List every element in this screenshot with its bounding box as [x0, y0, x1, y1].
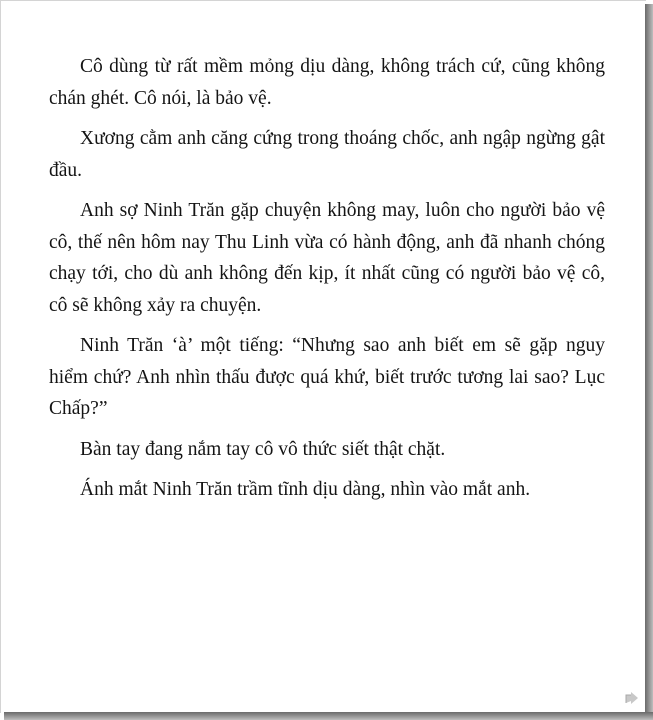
paragraph: Cô dùng từ rất mềm mỏng dịu dàng, không trách cứ, cũng không chán ghét. Cô nói, là bảo vệ.	[49, 56, 605, 109]
page-shadow-right	[645, 4, 653, 720]
page-shadow-bottom	[4, 712, 653, 720]
paragraph: Anh sợ Ninh Trăn gặp chuyện không may, luôn cho người bảo vệ cô, thế nên hôm nay Thu Linh vừa có hành động, anh đã nhanh chóng chạy tới, cho dù anh không đến kịp, ít nhất cũng có người bảo vệ cô, cô sẽ không xảy ra chuyện.	[49, 200, 605, 316]
page-text-body	[49, 51, 605, 515]
page-curl-icon	[625, 691, 639, 703]
paragraph: Xương cằm anh căng cứng trong thoáng chốc, anh ngập ngừng gật đầu.	[49, 128, 605, 181]
paragraph: Bàn tay đang nắm tay cô vô thức siết thật chặt.	[80, 438, 446, 460]
paragraph: Ninh Trăn ‘à’ một tiếng: “Nhưng sao anh biết em sẽ gặp nguy hiểm chứ? Anh nhìn thấu được quá khứ, biết trước tương lai sao? Lục Chấp?”	[49, 335, 605, 419]
paragraph: Ánh mắt Ninh Trăn trầm tĩnh dịu dàng, nhìn vào mắt anh.	[80, 479, 531, 500]
